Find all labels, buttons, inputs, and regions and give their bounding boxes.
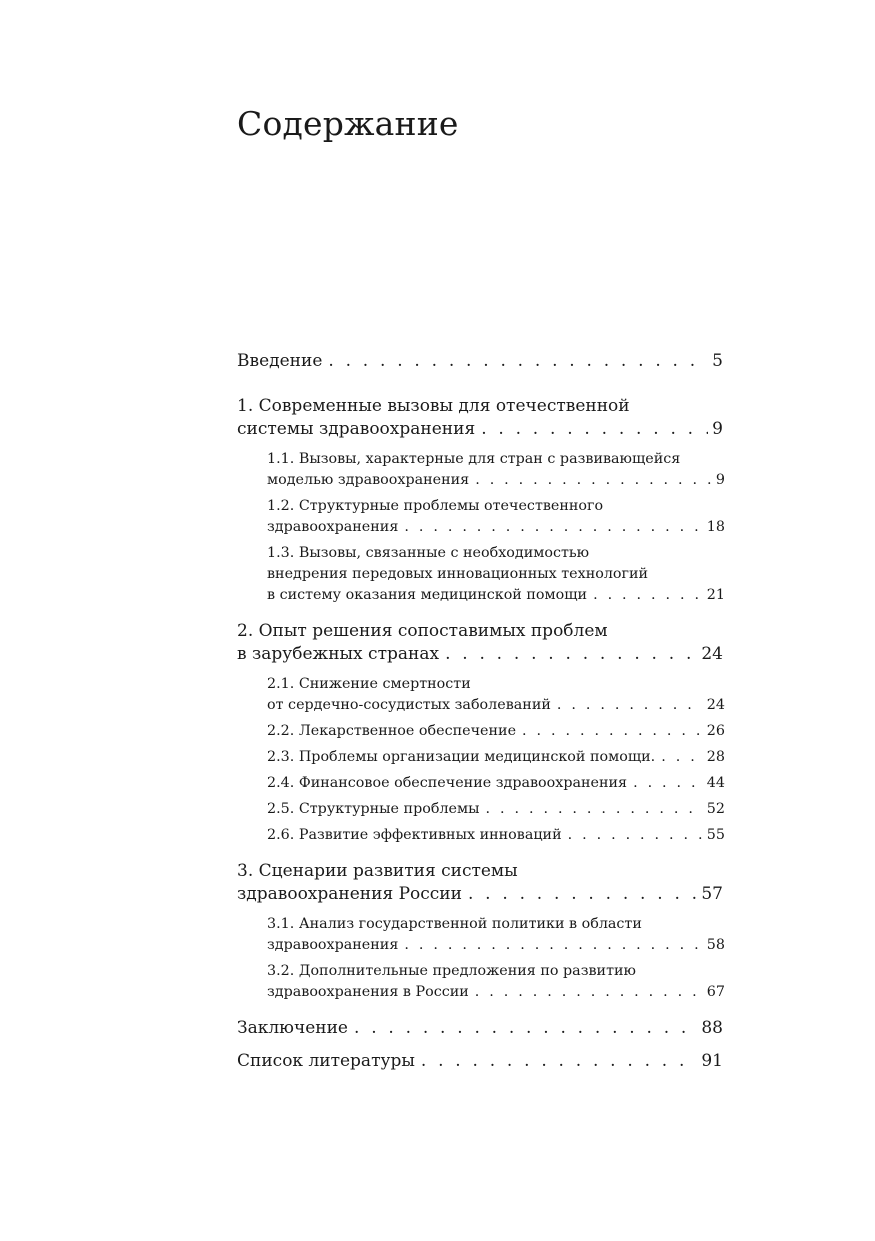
toc-entry-title-cont: здравоохранения России <box>237 884 462 904</box>
toc-entry-title: 3.1. Анализ государственной политики в области <box>267 916 642 932</box>
toc-entry-title: 2.3. Проблемы организации медицинской помощи. <box>267 749 656 765</box>
toc-entry-section-2-1[interactable] <box>267 674 725 716</box>
toc-entry-title: Заключение <box>237 1018 348 1038</box>
leader-dots <box>445 643 697 666</box>
toc-entry-title: 2.1. Снижение смертности <box>267 676 471 692</box>
leader-dots <box>661 747 703 768</box>
toc-entry-title-cont: моделью здравоохранения <box>267 472 470 488</box>
toc-entry-title: 1.2. Структурные проблемы отечественного <box>267 498 604 514</box>
toc-entry-chapter-1[interactable] <box>237 395 723 441</box>
page-title: Содержание <box>237 104 459 143</box>
page-number: 55 <box>706 827 725 843</box>
toc-entry-title: 1. Современные вызовы для отечественной <box>237 396 630 416</box>
page-number: 44 <box>706 775 725 791</box>
leader-dots <box>354 1017 697 1040</box>
toc-entry-section-2-2[interactable] <box>267 721 725 742</box>
toc-entry-title: 2.4. Финансовое обеспечение здравоохранения <box>267 775 628 791</box>
leader-dots <box>633 773 703 794</box>
toc-entry-section-2-5[interactable] <box>267 799 725 820</box>
toc-entry-title: 3. Сценарии развития системы <box>237 861 518 881</box>
page-number: 18 <box>706 519 725 535</box>
toc-entry-title: Введение <box>237 351 323 371</box>
page-number: 91 <box>701 1051 723 1071</box>
leader-dots <box>421 1050 697 1073</box>
leader-dots <box>404 935 702 956</box>
toc-entry-section-1-3[interactable] <box>267 543 725 606</box>
page-number: 88 <box>701 1018 723 1038</box>
leader-dots <box>404 517 702 538</box>
toc-entry-title: 1.3. Вызовы, связанные с необходимостью <box>267 545 590 561</box>
toc-entry-title: 2.2. Лекарственное обеспечение <box>267 723 517 739</box>
toc-entry-chapter-3[interactable] <box>237 860 723 906</box>
toc-entry-intro[interactable] <box>237 350 723 373</box>
toc-entry-section-2-4[interactable] <box>267 773 725 794</box>
toc-entry-title-cont: здравоохранения <box>267 937 399 953</box>
toc-entry-section-2-6[interactable] <box>267 825 725 846</box>
leader-dots <box>522 721 703 742</box>
page-number: 67 <box>706 984 725 1000</box>
toc-entry-references[interactable] <box>237 1050 723 1073</box>
page-number: 24 <box>701 644 723 664</box>
toc-entry-conclusion[interactable] <box>237 1017 723 1040</box>
page-number: 24 <box>706 697 725 713</box>
leader-dots <box>593 585 703 606</box>
toc-entry-title: 2.5. Структурные проблемы <box>267 801 480 817</box>
leader-dots <box>468 883 697 906</box>
toc-entry-section-1-2[interactable] <box>267 496 725 538</box>
toc-entry-chapter-2[interactable] <box>237 620 723 666</box>
toc-entry-title-cont: в зарубежных странах <box>237 644 440 664</box>
toc-entry-title: 2.6. Развитие эффективных инноваций <box>267 827 562 843</box>
leader-dots <box>557 695 703 716</box>
page-number: 5 <box>712 351 723 371</box>
leader-dots <box>568 825 703 846</box>
toc-entry-title: 1.1. Вызовы, характерные для стран с развивающейся <box>267 451 681 467</box>
toc-entry-title-cont: от сердечно-сосудистых заболеваний <box>267 697 551 713</box>
leader-dots <box>481 418 708 441</box>
toc-entry-section-3-2[interactable] <box>267 961 725 1003</box>
toc-entry-title-cont: здравоохранения <box>267 519 399 535</box>
leader-dots <box>475 470 712 491</box>
toc-entry-title-cont: внедрения передовых инновационных технологий <box>267 566 649 582</box>
leader-dots <box>486 799 703 820</box>
toc-entry-title-cont: системы здравоохранения <box>237 419 476 439</box>
toc-entry-title-cont: в систему оказания медицинской помощи <box>267 587 588 603</box>
page-number: 9 <box>715 472 725 488</box>
table-of-contents <box>237 350 723 1073</box>
page-number: 26 <box>706 723 725 739</box>
page-number: 57 <box>701 884 723 904</box>
toc-entry-title: Список литературы <box>237 1051 415 1071</box>
toc-entry-title-cont: здравоохранения в России <box>267 984 469 1000</box>
toc-entry-title: 2. Опыт решения сопоставимых проблем <box>237 621 608 641</box>
toc-entry-section-2-3[interactable] <box>267 747 725 768</box>
toc-entry-section-3-1[interactable] <box>267 914 725 956</box>
leader-dots <box>475 982 703 1003</box>
page-number: 28 <box>706 749 725 765</box>
page-number: 58 <box>706 937 725 953</box>
page-number: 52 <box>706 801 725 817</box>
toc-entry-title: 3.2. Дополнительные предложения по развитию <box>267 963 636 979</box>
page-number: 21 <box>706 587 725 603</box>
leader-dots <box>328 350 708 373</box>
page-number: 9 <box>712 419 723 439</box>
toc-entry-section-1-1[interactable] <box>267 449 725 491</box>
